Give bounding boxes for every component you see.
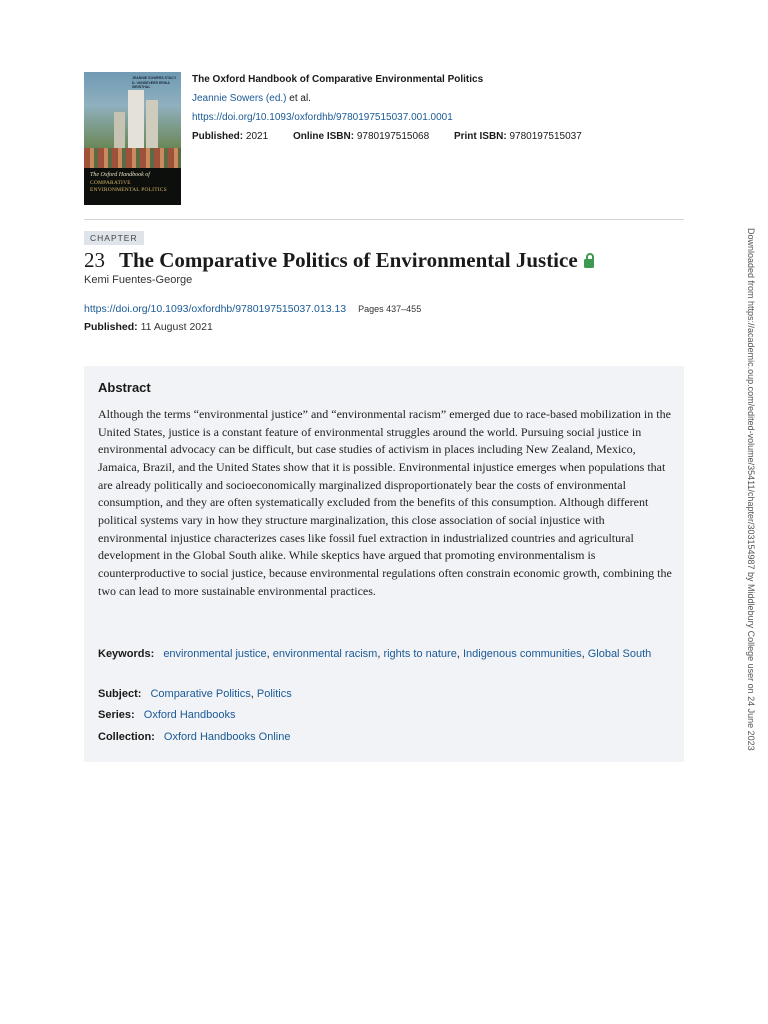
online-isbn-value: 9780197515068 — [356, 131, 430, 142]
download-watermark-text: Downloaded from https://academic.oup.com/edited-volume/35411/chapter/303154987 by Middlebury College user on 24 June 2023 — [746, 228, 756, 751]
open-access-lock-icon — [584, 259, 594, 268]
keyword-link[interactable]: Global South — [587, 648, 652, 660]
chapter-published-label: Published: — [84, 321, 138, 333]
collection-label: Collection: — [98, 731, 155, 743]
cover-title-line2: COMPARATIVE ENVIRONMENTAL POLITICS — [90, 180, 167, 193]
cover-building — [114, 112, 125, 152]
cover-editors: JEANNIE SOWERS STACY D. VANDEVEER ERIKA WEINTHAL — [132, 76, 177, 89]
book-publication-info — [192, 130, 582, 144]
published-label: Published: — [192, 131, 244, 142]
chapter-published-value: 11 August 2021 — [140, 321, 213, 333]
chapter-tag: CHAPTER — [84, 231, 144, 245]
book-title: The Oxford Handbook of Comparative Environmental Politics — [192, 74, 484, 85]
cover-building — [128, 90, 144, 152]
chapter-title — [84, 246, 594, 274]
keyword-link[interactable]: rights to nature — [383, 648, 457, 660]
cover-building — [146, 100, 158, 152]
book-editors — [192, 92, 582, 106]
book-doi-link[interactable]: https://doi.org/10.1093/oxfordhb/9780197515037.001.0001 — [192, 112, 453, 123]
book-doi — [192, 111, 582, 125]
abstract-text: Although the terms “environmental justice” and “environmental racism” emerged due to race-based mobilization in the United States, justice is a constant feature of environmental struggles around the world. Pursuing social justice in environmental advocacy can be difficult, but case studies of activism in places including New Zealand, Mexico, Jamaica, Brazil, and the United States show that it is possible. Environmental injustice emerges when populations that are already politically and socioeconomically marginalized disproportionately bear the costs of environmental consumption, and they are often systematically excluded from the benefits of this consumption. Although different political systems vary in how they structure marginalization, this close association of social injustice with environmental injustice characterizes cases like fossil fuel extraction in industrialized countries and agricultural development in the Global South alike. While skeptics have argued that promoting environmentalism is counterproductive to social justice, because environmental regulations often constrain economic growth, combining the two can lead to more sustainable environmental practices. — [98, 407, 672, 598]
online-isbn-label: Online ISBN: — [292, 131, 355, 142]
keyword-link[interactable]: environmental racism — [272, 648, 378, 660]
chapter-title-text: The Comparative Politics of Environmental Justice — [119, 248, 578, 272]
chapter-number: 23 — [84, 248, 105, 272]
book-cover-image[interactable] — [84, 72, 181, 205]
keyword-link[interactable]: environmental justice — [163, 648, 267, 660]
print-isbn-label: Print ISBN: — [453, 131, 507, 142]
abstract-box — [84, 366, 684, 762]
cover-rooftops — [84, 148, 181, 170]
chapter-pages: Pages 437–455 — [358, 304, 422, 314]
keywords-label: Keywords: — [98, 648, 155, 660]
print-isbn-value: 9780197515037 — [509, 131, 582, 142]
subject-label: Subject: — [98, 688, 142, 700]
series-row — [98, 707, 672, 724]
chapter-doi-link[interactable]: https://doi.org/10.1093/oxfordhb/9780197515037.013.13 — [84, 303, 347, 315]
book-header — [84, 72, 684, 206]
editor-suffix: et al. — [286, 93, 311, 104]
editor-link[interactable]: Jeannie Sowers (ed.) — [192, 93, 287, 104]
abstract-heading: Abstract — [98, 380, 151, 395]
book-info — [192, 72, 582, 144]
cover-title-line1: The Oxford Handbook of — [90, 172, 150, 178]
keywords-row: Keywords: environmental justice, environmental racism, rights to nature, Indigenous communities, Global South — [98, 648, 652, 660]
collection-link[interactable]: Oxford Handbooks Online — [163, 731, 291, 743]
divider — [84, 219, 684, 220]
subject-link[interactable]: Politics — [256, 688, 292, 700]
chapter-published — [84, 321, 213, 333]
chapter-author: Kemi Fuentes-George — [84, 274, 193, 286]
series-label: Series: — [98, 709, 135, 721]
published-value: 2021 — [245, 131, 269, 142]
subject-link[interactable]: Comparative Politics — [150, 688, 251, 700]
chapter-doi — [84, 303, 421, 315]
series-link[interactable]: Oxford Handbooks — [143, 709, 236, 721]
subject-row: Subject: Comparative Politics, Politics — [98, 688, 292, 700]
download-watermark — [743, 228, 757, 796]
collection-row — [98, 729, 672, 746]
keyword-link[interactable]: Indigenous communities — [462, 648, 582, 660]
